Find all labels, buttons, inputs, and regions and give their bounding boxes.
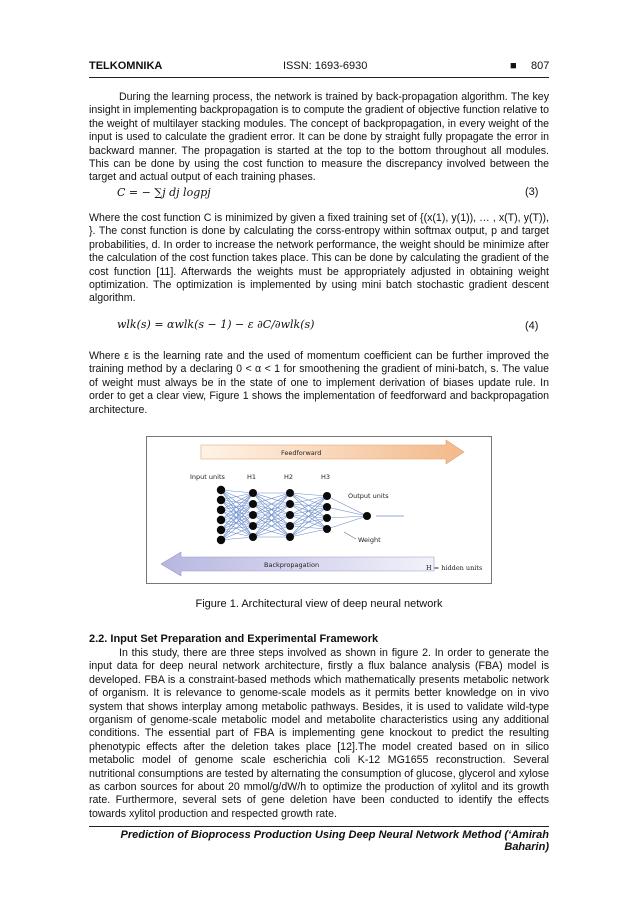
neuron-node xyxy=(249,511,257,519)
neuron-node xyxy=(217,496,225,504)
neuron-node xyxy=(323,525,331,533)
neuron-node xyxy=(363,512,371,520)
paragraph-3: Where ε is the learning rate and the used of momentum coefficient can be further improved the training method by a declaring 0 < α < 1 for smoothening the gradient of mini-batch, s. The value of weight must always be in the state of one to implement derivation of biases update rule. In order to get a clear view, Figure 1 shows the implementation of feedforward and backpropagation architecture. xyxy=(89,350,549,416)
paragraph-1: During the learning process, the network is trained by back-propagation algorithm. The key insight in implementing backpropagation is to compute the gradient of objective function relative to the weight of multilayer stacking modules. The concept of backpropagation, in every weight of the input is used to calculate the gradient error. It can be done by straight fully propagate the error in backward manner. The propagation is started at the top to the bottom throughout all modules. This can be done by using the cost function to measure the discrepancy involved between the target and actual output of each training phases. xyxy=(89,91,549,184)
h3-label: H3 xyxy=(321,473,331,481)
neuron-node xyxy=(249,533,257,541)
neuron-node xyxy=(217,526,225,534)
neuron-node xyxy=(323,514,331,522)
figure-caption: Figure 1. Architectural view of deep neural network xyxy=(195,598,443,610)
legend-text: H = hidden units xyxy=(426,564,483,572)
neuron-node xyxy=(323,503,331,511)
neural-network-figure xyxy=(146,436,492,584)
section-heading: 2.2. Input Set Preparation and Experimental Framework xyxy=(89,633,379,645)
footer-text: Prediction of Bioprocess Production Using Deep Neural Network Method (‘Amirah Baharin) xyxy=(120,829,549,853)
page-number: 807 xyxy=(531,60,550,72)
page-marker: ■ xyxy=(510,60,517,72)
issn: ISSN: 1693-6930 xyxy=(283,60,368,72)
neuron-node xyxy=(249,500,257,508)
neuron-node xyxy=(286,522,294,530)
output-units-label: Output units xyxy=(348,492,389,500)
paragraph-4: In this study, there are three steps involved as shown in figure 2. In order to generate the input data for deep neural network architecture, firstly a flux balance analysis (FBA) model is developed. FBA is a constraint-based methods which mathematically presents metabolic network of organism. It is relevance to genome-scale models as it permits better knowledge on in vivo system that shows interplay among metabolic pathways. Besides, it is used to validate wild-type organism of genome-scale metabolic model and metabolite characteristics using any additional conditions. The essential part of FBA is implementing gene knockout to predict the resulting phenotypic effects after the deletion takes place [12].The model created based on in silico metabolic model of genome scale escherichia coli K-12 MG1655 reconstruction. Several nutritional consumptions are tested by alternating the consumption of glucose, glycerol and xylose as carbon sources for about 20 mmol/g/dW/h to optimize the production of xylitol and its growth rate. Furthermore, several sets of gene deletion have been conducted to identify the effects towards xylitol production and respected growth rate. xyxy=(89,647,549,820)
equation-4: wlk(s) = αwlk(s − 1) − ε ∂C/∂wlk(s) xyxy=(117,318,315,331)
neuron-node xyxy=(217,486,225,494)
neuron-node xyxy=(249,489,257,497)
input-units-label: Input units xyxy=(190,473,225,481)
neuron-node xyxy=(217,516,225,524)
paragraph-2: Where the cost function C is minimized by given a fixed training set of {(x(1), y(1)), … , x(T), y(T)), }. The const function is done by calculating the corss-entropy within softmax output, p and target probabilities, d. In order to increase the network performance, the weight should be minimize after the calculation of the cost function takes place. This can be done by calculating the gradient of the cost function [11]. Afterwards the weights must be appropriately adjusted in obtaining weight optimization. The optimization is implemented by using mini batch stochastic gradient descent algorithm. xyxy=(89,212,549,305)
neuron-node xyxy=(217,536,225,544)
h2-label: H2 xyxy=(284,473,294,481)
weight-label: Weight xyxy=(358,536,381,544)
neuron-node xyxy=(286,500,294,508)
neuron-node xyxy=(286,533,294,541)
neuron-node xyxy=(217,506,225,514)
neuron-node xyxy=(249,522,257,530)
h1-label: H1 xyxy=(247,473,257,481)
neuron-node xyxy=(286,511,294,519)
equation-3-number: (3) xyxy=(525,186,539,198)
feedforward-label: Feedforward xyxy=(281,449,322,457)
header-rule xyxy=(89,77,549,78)
equation-4-number: (4) xyxy=(525,320,539,332)
footer-rule xyxy=(89,826,549,827)
backpropagation-label: Backpropagation xyxy=(264,561,320,569)
neuron-node xyxy=(286,489,294,497)
journal-name: TELKOMNIKA xyxy=(89,60,163,72)
neuron-node xyxy=(323,492,331,500)
equation-3: C = − ∑j dj logpj xyxy=(117,186,211,199)
